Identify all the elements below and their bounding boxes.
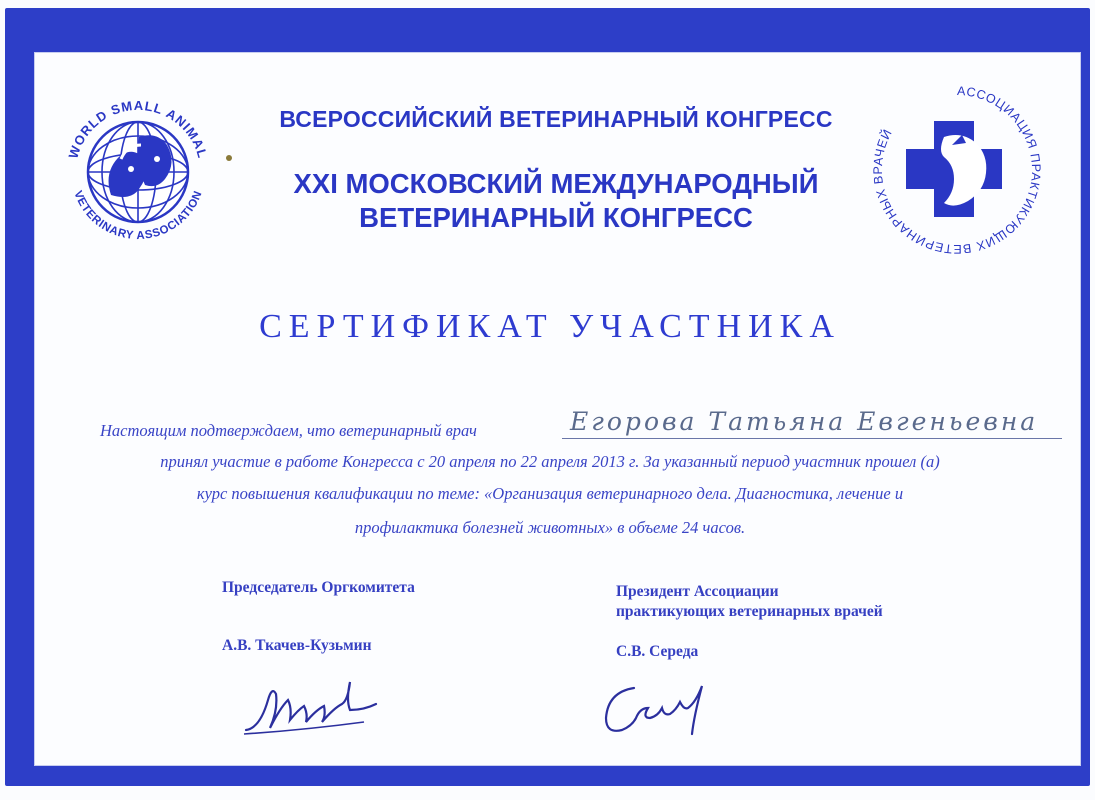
congress-title-line1: XXI МОСКОВСКИЙ МЕЖДУНАРОДНЫЙ xyxy=(293,168,819,199)
participation-text: принял участие в работе Конгресса с 20 апреля по 22 апреля 2013 г. За указанный период участник прошел (а) xyxy=(160,452,940,471)
congress-subtitle: ВСЕРОССИЙСКИЙ ВЕТЕРИНАРНЫЙ КОНГРЕСС xyxy=(279,106,833,132)
association-ring-text: АССОЦИАЦИЯ ПРАКТИКУЮЩИХ ВЕТЕРИНАРНЫХ ВРАЧЕЙ xyxy=(870,83,1044,257)
certificate-title: СЕРТИФИКАТ УЧАСТНИКА xyxy=(259,308,841,345)
chairman-name: А.В. Ткачев-Кузьмин xyxy=(222,637,372,654)
president-title xyxy=(616,582,976,622)
paper-speck xyxy=(226,155,232,161)
participant-name-handwritten: Егорова Татьяна Евгеньевна xyxy=(570,407,1039,436)
wsava-ring-top-text: WORLD SMALL ANIMAL xyxy=(65,97,211,161)
name-underline xyxy=(562,438,1062,439)
course-topic-text: курс повышения квалификации по теме: «Организация ветеринарного дела. Диагностика, лечение и xyxy=(196,484,904,503)
congress-title xyxy=(226,167,886,235)
president-signature-icon xyxy=(598,668,718,748)
president-title-line1: Президент Ассоциации xyxy=(616,583,779,600)
course-hours-text: профилактика болезней животных» в объеме 24 часов. xyxy=(354,518,746,537)
congress-title-line2: ВЕТЕРИНАРНЫЙ КОНГРЕСС xyxy=(359,202,753,233)
president-name: С.В. Середа xyxy=(616,643,699,660)
president-title-line2: практикующих ветеринарных врачей xyxy=(616,603,883,620)
confirmation-text: Настоящим подтверждаем, что ветеринарный врач xyxy=(100,421,477,440)
wsava-logo-icon xyxy=(59,77,217,267)
association-logo-icon xyxy=(866,79,1048,261)
chairman-title: Председатель Оргкомитета xyxy=(222,579,415,596)
wsava-ring-bottom-text: VETERINARY ASSOCIATION xyxy=(71,189,205,243)
chairman-signature-icon xyxy=(240,672,390,742)
